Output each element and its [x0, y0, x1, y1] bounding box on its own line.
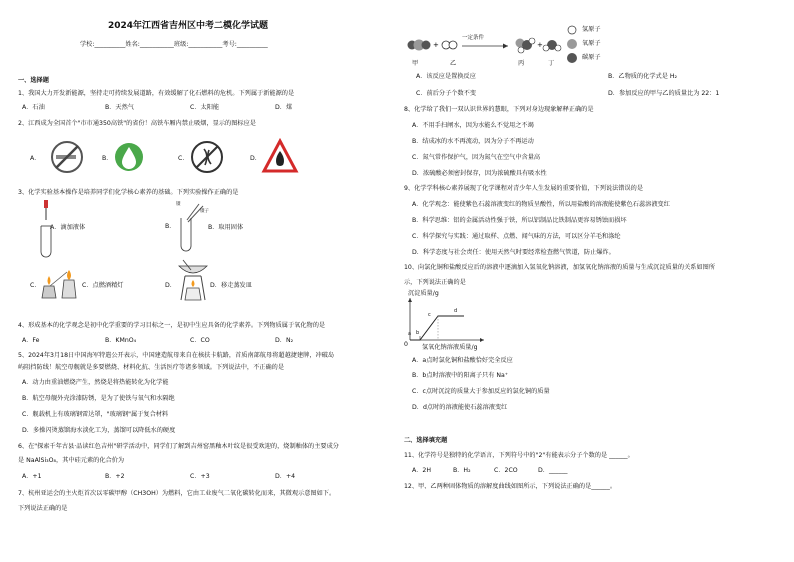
q10-stem-line1: 10、向氯化铜和盐酸反应后的溶液中逐滴加入氢氧化钠溶液，加氢氧化钠溶液的质量与生成沉淀质量的关系如图所: [404, 264, 716, 271]
molecule-name-bing: 丙: [518, 60, 525, 67]
q5-stem-line2: 屿阻挡防线！航空母舰就是多要燃烧、材料化抗、生活医疗等诸多领域。下列说法中，不正确的是: [18, 364, 285, 371]
page-title: 2024年江西省吉州区中考二模化学试题: [108, 21, 269, 31]
atom-legend-icons: [566, 24, 578, 68]
section-one-heading: 一、选择题: [18, 77, 49, 84]
no-smoking-icon: [50, 140, 84, 174]
q8-stem: 8、化学给了我们一双认识世界的慧眼，下列对身边现象解释正确的是: [404, 106, 594, 113]
q10-option-a: A．a点时氯化铜和盐酸恰好完全反应: [412, 357, 513, 364]
q8-option-d: D．浓硫酸必须密封保存，因为浓硫酸具有吸水性: [412, 170, 547, 177]
flammable-warning-icon: [262, 139, 298, 173]
q2-option-d: D．: [250, 155, 261, 162]
q7-option-d: D．参加反应的甲与乙的质量比为 22：1: [608, 90, 720, 97]
q7-stem-line2: 下列说法正确的是: [18, 505, 68, 512]
q6-option-c: C．+3: [190, 473, 210, 480]
chart-point-c: c: [428, 312, 431, 318]
q12-stem: 12、甲、乙两种固体物质的溶解度曲线如图所示，下列说法正确的是______。: [404, 483, 617, 490]
q4-option-a: A．Fe: [22, 337, 40, 344]
q9-option-d: D．科学态度与社会责任：使用天然气时要经常检查燃气管道，防止爆炸。: [412, 249, 615, 256]
q11-stem: 11、化学符号是独特的化学语言，下列符号中的"2"有能表示分子个数的是 ______。: [404, 452, 634, 459]
q1-option-b: B．天然气: [105, 104, 134, 111]
q8-option-a: A．不用手扫闸水，因为水能么不觉用之不竭: [412, 122, 534, 129]
q5-option-a: A．动力由重油燃烧产生，然烧是将热能转化为化学能: [22, 379, 169, 386]
q2-stem: 2、江西成为全国首个"市市通350高铁"的省份！高铁车厢内禁止吸烟，显示的图标应是: [18, 120, 256, 127]
student-info-fields: 学校:__________姓名:___________班级:___________考号:__________: [80, 41, 268, 48]
q8-option-b: B．结成冰的水不再流动，因为分子不再运动: [412, 138, 534, 145]
q10-option-c: C．c点时沉淀的质量大于参加反应的氯化铜的质量: [412, 388, 550, 395]
reaction-condition-label: 一定条件: [462, 35, 485, 41]
svg-text:+: +: [433, 41, 439, 49]
q4-option-c: C．CO: [190, 337, 210, 344]
legend-hydrogen: 氢原子: [582, 26, 601, 33]
q9-option-b: B．科学思维：铝的金属活动性强于铁，所以铝制品比铁制品更容易锈蚀而损坏: [412, 217, 627, 224]
q6-option-b: B．+2: [105, 473, 125, 480]
q4-stem: 4、形成基本的化学观念是初中化学重要的学习目标之一，是初中生应具备的化学素养。下列物质属于氧化物的是: [18, 322, 326, 329]
q3-option-c: C．点燃酒精灯: [82, 282, 124, 289]
q11-option-a: A．2H: [412, 467, 432, 474]
q4-option-b: B．KMnO₄: [105, 337, 137, 344]
q3-label-tweezers-a: 镊: [176, 202, 181, 207]
q6-option-a: A．+1: [22, 473, 42, 480]
q3-option-d-letter: D．: [165, 282, 176, 289]
molecule-name-ding: 丁: [548, 60, 555, 67]
chart-point-a: a: [408, 331, 412, 337]
q1-option-a: A．石油: [22, 104, 45, 111]
q11-option-d: D．______: [538, 467, 568, 474]
evaporating-dish-figure: [175, 258, 211, 308]
q5-option-d: D．多操闪烫蒸馏海水淡化工为，蒸馏可以降低水的硬度: [22, 427, 176, 434]
q3-option-c-letter: C．: [30, 282, 41, 289]
chart-origin: 0: [404, 341, 408, 348]
section-two-heading: 二、选择填充题: [404, 437, 448, 444]
q4-option-d: D．N₂: [275, 337, 294, 344]
chart-x-axis-label: 氢氧化钠溶液质量/g: [422, 344, 478, 351]
q7-option-b: B．乙物质的化学式是 H₂: [608, 73, 678, 80]
reaction-micro-diagram: [404, 30, 574, 60]
q5-option-c: C．舰载机上有玻璃钢雷达罩，"玻璃钢"属于复合材料: [22, 411, 169, 418]
q10-option-d: D．d点时的溶液能使石蕊溶液变红: [412, 404, 508, 411]
molecule-name-jia: 甲: [412, 60, 419, 67]
q3-stem: 3、化学实验基本操作是培养同学们化学核心素养的基础。下列实验操作正确的是: [18, 189, 239, 196]
q6-option-d: D．+4: [275, 473, 296, 480]
q3-option-a: A．滴加液体: [50, 224, 86, 231]
q3-option-b: B．取用固体: [208, 224, 244, 231]
q3-label-tweezers-b: 镊子: [200, 209, 209, 214]
q7-option-a: A．该反应是置换反应: [416, 73, 476, 80]
q8-option-c: C．氮气常作保护气，因为氮气在空气中含量高: [412, 154, 541, 161]
water-saving-icon: [114, 142, 144, 172]
q6-stem-line2: 是 NaAlSi₃O₈，其中硅元素的化合价为: [18, 457, 125, 464]
q11-option-c: C．2CO: [494, 467, 518, 474]
molecule-name-yi: 乙: [450, 60, 457, 67]
q6-stem-line1: 6、在"探索千年古县·品读红色吉州"研学活动中，同学们了解到吉州窑黑釉木叶纹是很受欢迎的，烧制釉体的主要成分: [18, 443, 339, 450]
q10-stem-line2: 示，下列说法正确的是: [404, 279, 466, 286]
precipitate-chart: [406, 298, 486, 346]
q7-option-c: C．前后分子个数不变: [416, 90, 477, 97]
alcohol-lamp-lighting-figure: [40, 262, 82, 302]
legend-carbon: 碳原子: [582, 54, 601, 61]
q1-stem: 1、我国大力开发新能源，坚持走可持续发展道路，有效缓解了化石燃料的危机。下列属于新能源的是: [18, 90, 295, 97]
q1-option-c: C．太阳能: [190, 104, 220, 111]
q5-option-b: B．航空母舰外壳涂漆防锈，是为了使铁与氧气和水隔绝: [22, 395, 175, 402]
q3-option-b-letter: B．: [165, 223, 176, 230]
q5-stem-line1: 5、2024年3月18日中国海军特遣公开表示，中国建造航母来自在核扶卡航路，首质南部航母将超越捷建牌，冲破岛: [18, 352, 335, 359]
q2-option-a: A．: [30, 155, 41, 162]
svg-text:+: +: [537, 41, 543, 49]
q1-option-d: D．煤: [275, 104, 293, 111]
no-fire-icon: [190, 140, 224, 174]
chart-y-axis-label: 沉淀质量/g: [408, 290, 439, 297]
q10-option-b: B．b点时溶液中的阳离子只有 Na⁺: [412, 372, 509, 379]
q9-option-c: C．科学探究与实践：通过取样、点燃、闻气味的方法，可以区分羊毛和涤纶: [412, 233, 621, 240]
q2-option-c: C．: [178, 155, 189, 162]
q3-option-d: D．移走蒸发皿: [210, 282, 252, 289]
q9-option-a: A．化学观念：能使紫色石蕊溶液变红的物质呈酸性，所以用盐酸的溶液能使紫色石蕊溶液变红: [412, 201, 670, 208]
q7-stem-line1: 7、杭州亚运会的主火炬首次以零碳甲醇（CH3OH）为燃料，它由工业废气二氧化碳转化而来，其微观示意图如下。: [18, 490, 336, 497]
q11-option-b: B．H₂: [453, 467, 471, 474]
chart-point-d: d: [454, 308, 458, 314]
q9-stem: 9、化学学科核心素养展现了化学课程对青少年人生发展的重要价值，下列说法错误的是: [404, 185, 644, 192]
q2-option-b: B．: [102, 155, 113, 162]
legend-oxygen: 氧原子: [582, 40, 601, 47]
chart-point-b: b: [416, 330, 420, 336]
